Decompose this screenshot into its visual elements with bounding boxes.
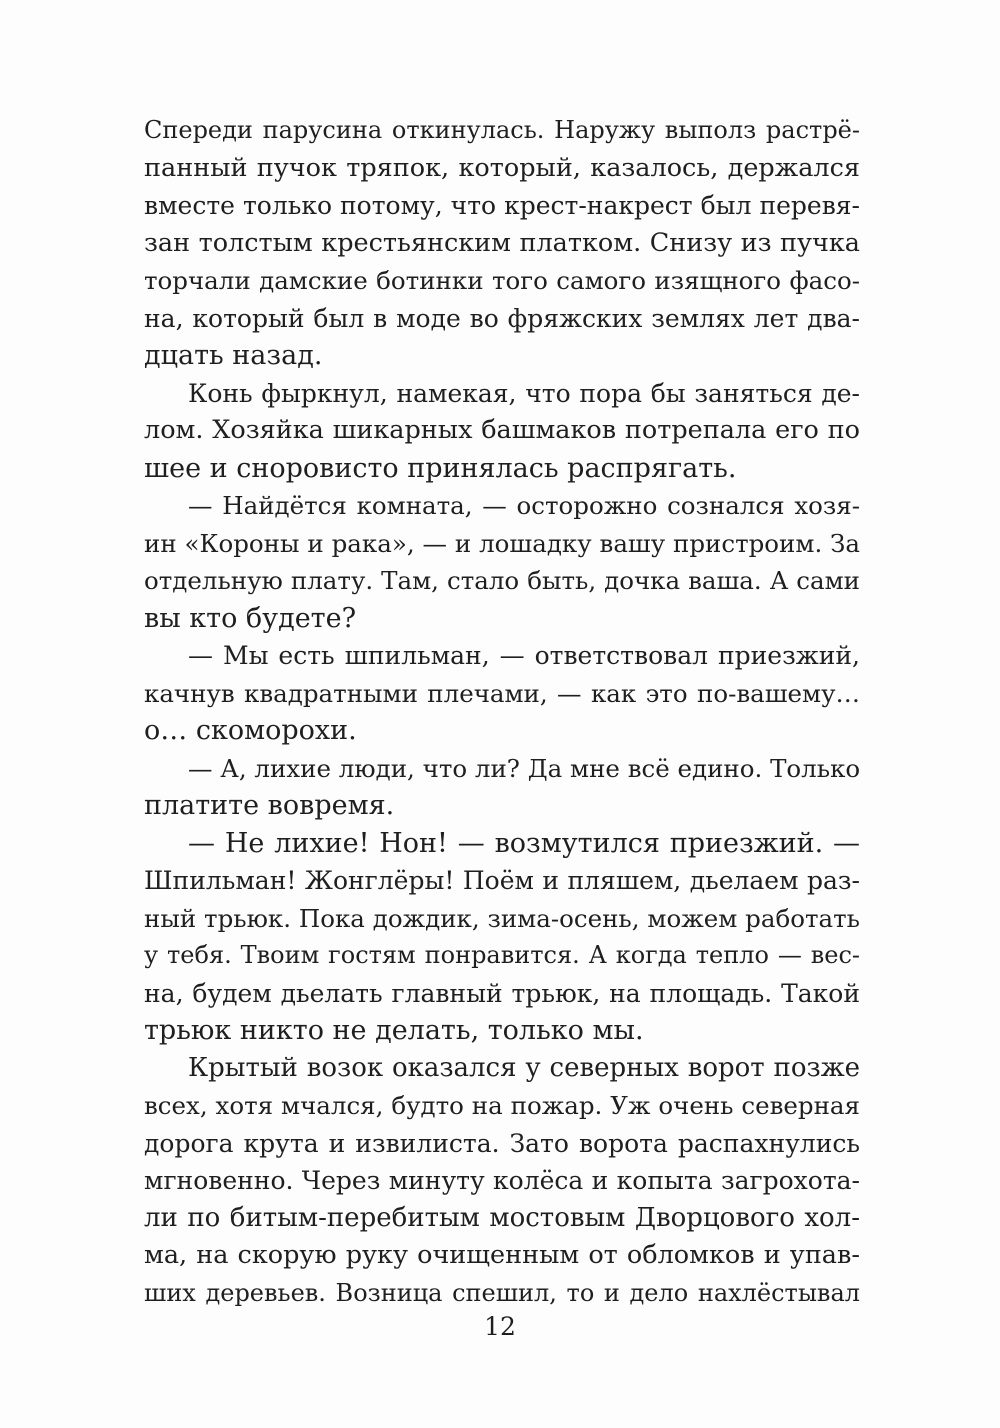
text-line: Шпильман! Жонглёры! Поём и пляшем, дьелаем раз- (144, 866, 860, 895)
text-line: дорога крута и извилиста. Зато ворота распахнулись (144, 1128, 860, 1158)
text-line: зан толстым крестьянским платком. Снизу из пучка (144, 227, 860, 258)
text-line: — Не лихие! Нон! — возмутился приезжий. — (188, 827, 860, 859)
text-line: — А, лихие люди, что ли? Да мне всё едино. Только (188, 753, 860, 783)
text-line: ма, на скорую руку очищенным от обломков и упав- (144, 1240, 860, 1270)
text-line: на, будем дьелать главный трьюк, на площадь. Такой (144, 978, 860, 1008)
body-text (144, 112, 860, 1312)
text-line: мгновенно. Через минуту колёса и копыта загрохота- (144, 1166, 860, 1195)
text-line: всех, хотя мчался, будто на пожар. Уж очень северная (144, 1091, 860, 1120)
text-line: — Мы есть шпильман, — ответствовал приезжий, (188, 641, 860, 670)
text-line: — Найдётся комната, — осторожно сознался хозя- (188, 491, 860, 520)
text-line: шее и сноровисто принялась распрягать. (144, 452, 737, 484)
text-line: качнув квадратными плечами, — как это по-вашему… (144, 678, 860, 708)
text-line: отдельную плату. Там, стало быть, дочка ваша. А сами (144, 566, 860, 595)
page-number: 12 (484, 1312, 516, 1341)
text-line: вы кто будете? (144, 602, 357, 634)
text-line: ших деревьев. Возница спешил, то и дело нахлёстывал (144, 1278, 860, 1307)
text-line: лом. Хозяйка шикарных башмаков потрепала его по (144, 415, 860, 445)
text-line: платите вовремя. (144, 790, 395, 821)
text-line: на, который был в моде во фряжских землях лет два- (144, 303, 860, 333)
text-line: Спереди парусина откинулась. Наружу выполз растрё- (144, 116, 860, 144)
text-line: вместе только потому, что крест-накрест был перевя- (144, 191, 860, 220)
text-line: ин «Короны и рака», — и лошадку вашу пристроим. За (144, 528, 860, 558)
text-line: ный трьюк. Пока дождик, зима-осень, можем работать (144, 903, 860, 933)
text-line: Конь фыркнул, намекая, что пора бы заняться де- (188, 378, 860, 408)
text-line: панный пучок тряпок, который, казалось, держался (144, 152, 860, 183)
text-line: дцать назад. (144, 340, 323, 371)
text-line: о… скоморохи. (144, 715, 357, 746)
text-line: Крытый возок оказался у северных ворот позже (188, 1052, 860, 1083)
text-line: ли по битым-перебитым мостовым Дворцового хол- (144, 1202, 860, 1233)
text-line: у тебя. Твоим гостям понравится. А когда тепло — вес- (144, 941, 860, 969)
text-line: торчали дамские ботинки того самого изящного фасо- (144, 266, 860, 295)
text-line: трьюк никто не делать, только мы. (144, 1015, 644, 1046)
